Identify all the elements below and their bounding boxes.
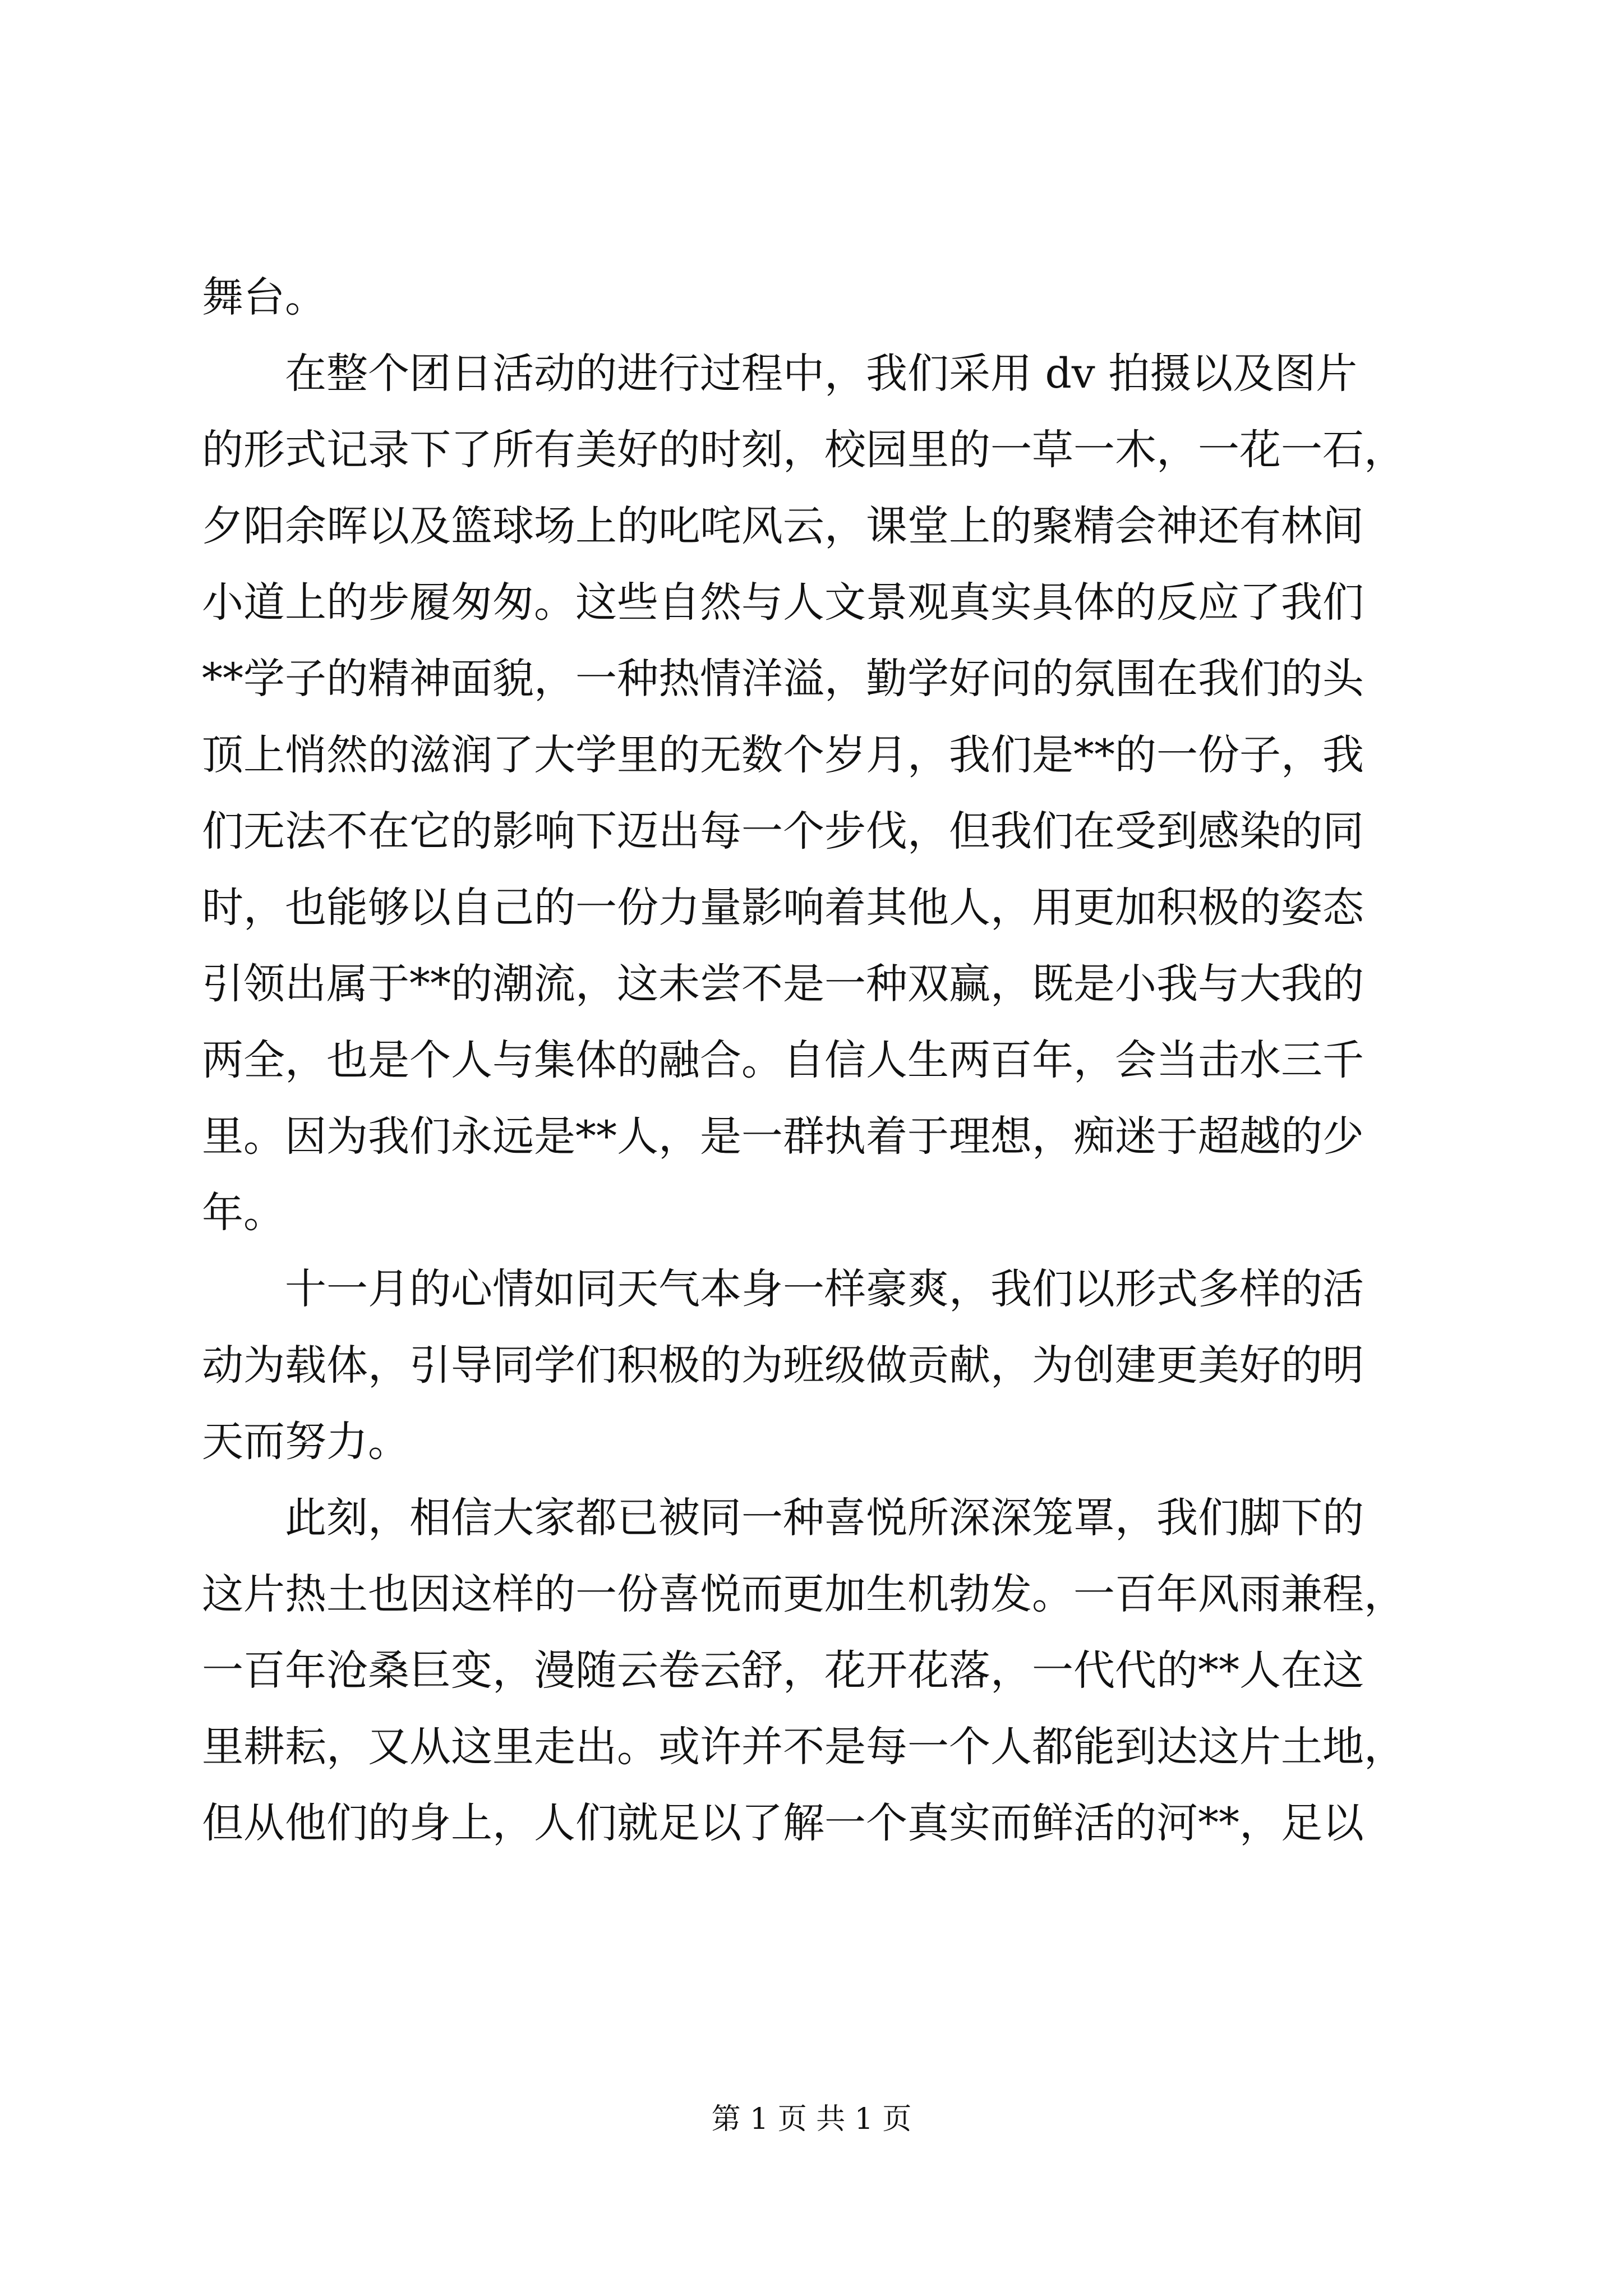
text-line: 里耕耘，又从这里走出。或许并不是每一个人都能到达这片土地， [202, 1723, 1405, 1771]
text-line: 在整个团日活动的进行过程中，我们采用 dv 拍摄以及图片 [202, 349, 1358, 398]
text-line: 此刻，相信大家都已被同一种喜悦所深深笼罩，我们脚下的 [202, 1494, 1364, 1542]
text-line: 夕阳余晖以及篮球场上的叱咤风云，课堂上的聚精会神还有林间 [202, 502, 1364, 550]
text-line: 舞台。 [202, 273, 326, 321]
text-line: 但从他们的身上，人们就足以了解一个真实而鲜活的河**，足以 [202, 1799, 1364, 1847]
text-line: 一百年沧桑巨变，漫随云卷云舒，花开花落，一代代的**人在这 [202, 1646, 1364, 1695]
text-line: 年。 [202, 1189, 285, 1237]
text-line: 小道上的步履匆匆。这些自然与人文景观真实具体的反应了我们 [202, 578, 1364, 627]
page-footer: 第 1 页 共 1 页 [711, 2102, 912, 2136]
document-body [202, 259, 1424, 1861]
text-line: 这片热土也因这样的一份喜悦而更加生机勃发。一百年风雨兼程， [202, 1570, 1405, 1618]
text-line: 里。因为我们永远是**人，是一群执着于理想，痴迷于超越的少 [202, 1112, 1364, 1161]
text-line: 顶上悄然的滋润了大学里的无数个岁月，我们是**的一份子，我 [202, 731, 1364, 779]
text-line: 们无法不在它的影响下迈出每一个步伐，但我们在受到感染的同 [202, 807, 1364, 855]
text-line: 两全，也是个人与集体的融合。自信人生两百年，会当击水三千 [202, 1036, 1364, 1084]
text-line: 天而努力。 [202, 1418, 409, 1466]
text-line: 的形式记录下了所有美好的时刻，校园里的一草一木，一花一石， [202, 426, 1405, 474]
text-line: 十一月的心情如同天气本身一样豪爽，我们以形式多样的活 [202, 1265, 1364, 1313]
text-line: 动为载体，引导同学们积极的为班级做贡献，为创建更美好的明 [202, 1341, 1364, 1389]
text-line: 引领出属于**的潮流，这未尝不是一种双赢，既是小我与大我的 [202, 960, 1364, 1008]
text-line: **学子的精神面貌，一种热情洋溢，勤学好问的氛围在我们的头 [202, 655, 1364, 703]
text-line: 时，也能够以自己的一份力量影响着其他人，用更加积极的姿态 [202, 884, 1364, 932]
